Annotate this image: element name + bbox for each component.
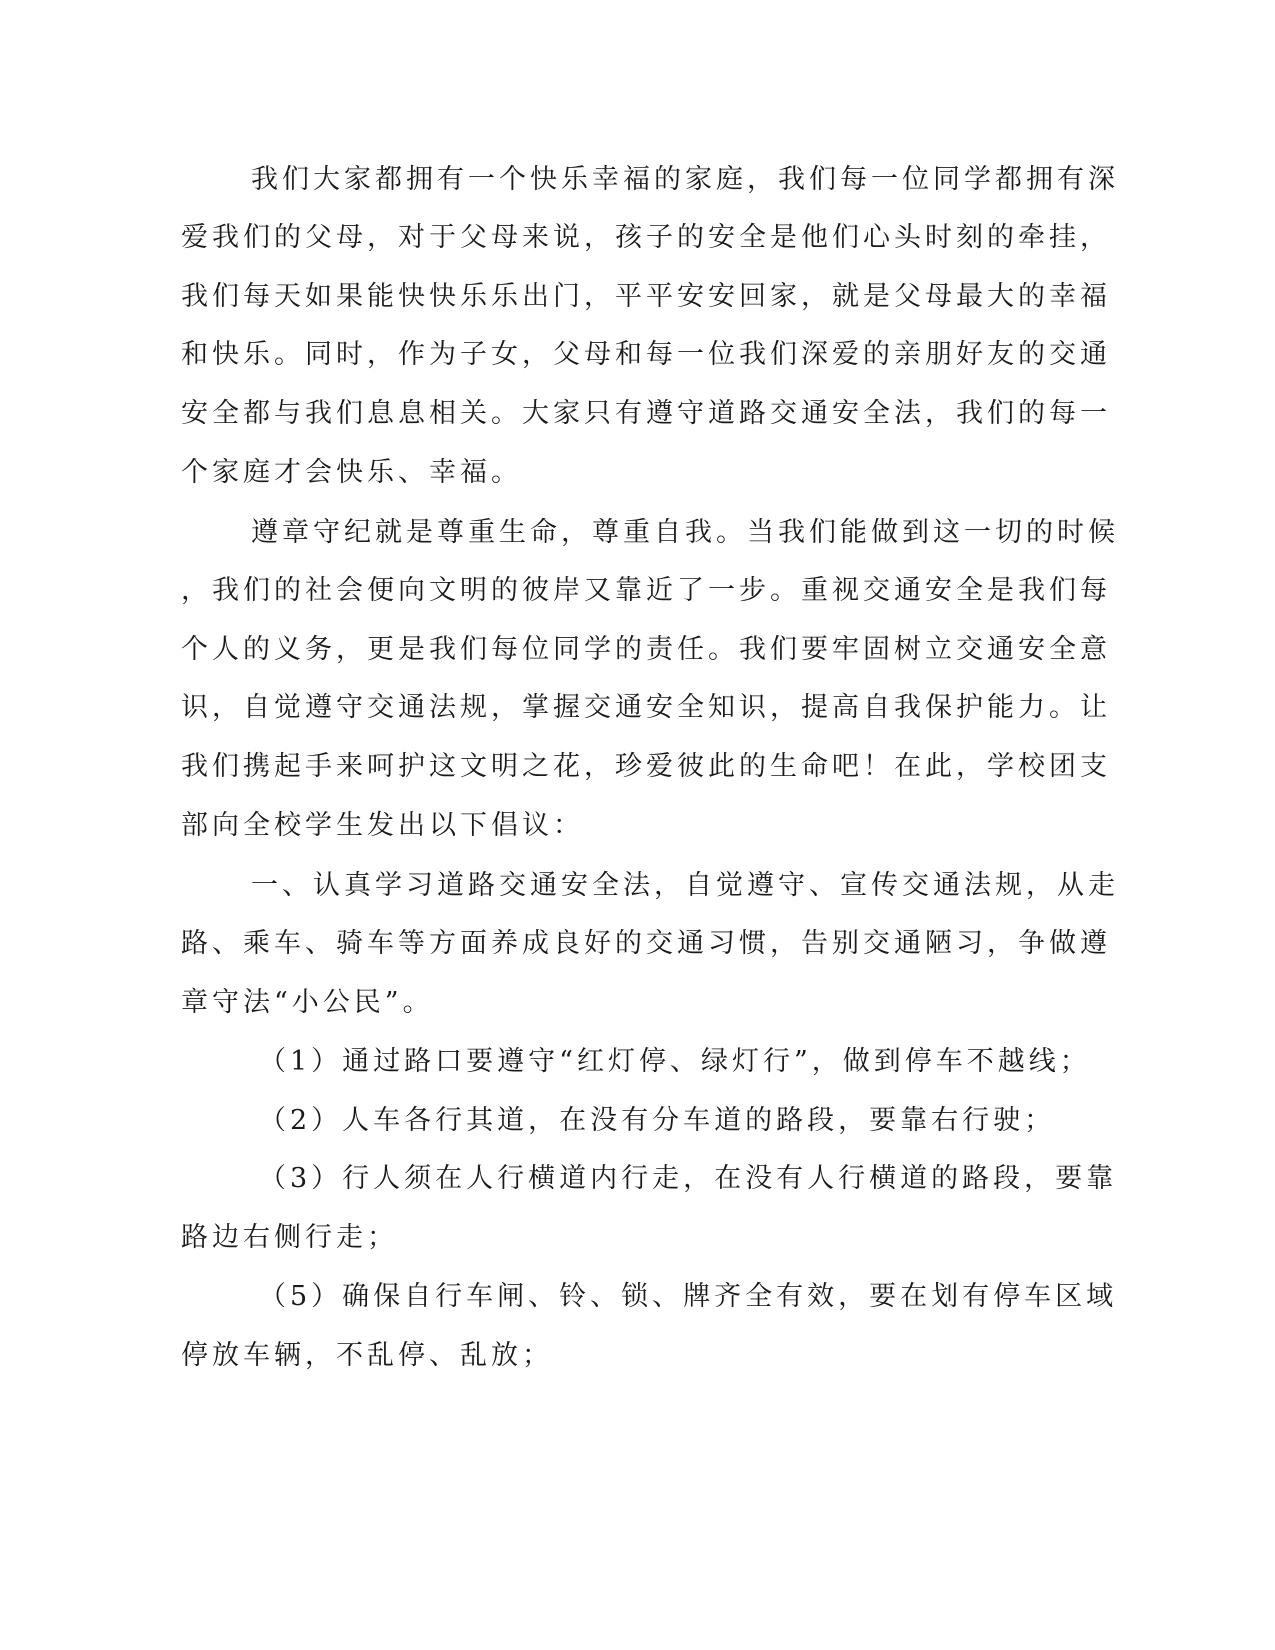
list-item-line: （2）人车各行其道，在没有分车道的路段，要靠右行驶； (259, 1105, 1056, 1136)
paragraph-line: 遵章守纪就是尊重生命，尊重自我。当我们能做到这一切的时候 (251, 517, 1119, 548)
list-item-line: （1）通过路口要遵守“红灯停、绿灯行”，做到停车不越线； (259, 1046, 1091, 1077)
paragraph-line: 我们大家都拥有一个快乐幸福的家庭，我们每一位同学都拥有深 (251, 164, 1119, 195)
paragraph-line: 我们携起手来呵护这文明之花，珍爱彼此的生命吧！在此，学校团支 (181, 751, 1111, 782)
paragraph-line: 部向全校学生发出以下倡议： (181, 810, 584, 841)
list-item-line: （3）行人须在人行横道内行走，在没有人行横道的路段，要靠 (259, 1163, 1118, 1194)
paragraph-line: 一、认真学习道路交通安全法，自觉遵守、宣传交通法规，从走 (251, 870, 1119, 901)
paragraph-line: 个家庭才会快乐、幸福。 (181, 457, 522, 488)
paragraph-line: 识，自觉遵守交通法规，掌握交通安全知识，提高自我保护能力。让 (181, 692, 1111, 723)
list-item-line: 停放车辆，不乱停、乱放； (181, 1340, 553, 1371)
list-item-line: 路边右侧行走； (181, 1222, 398, 1253)
list-item-line: （5）确保自行车闸、铃、锁、牌齐全有效，要在划有停车区域 (259, 1281, 1118, 1312)
paragraph-line: 和快乐。同时，作为子女，父母和每一位我们深爱的亲朋好友的交通 (181, 339, 1111, 370)
paragraph-line: 安全都与我们息息相关。大家只有遵守道路交通安全法，我们的每一 (181, 398, 1111, 429)
paragraph-line: 路、乘车、骑车等方面养成良好的交通习惯，告别交通陋习，争做遵 (181, 928, 1111, 959)
paragraph-line: 我们每天如果能快快乐乐出门，平平安安回家，就是父母最大的幸福 (181, 281, 1111, 312)
paragraph-line: ，我们的社会便向文明的彼岸又靠近了一步。重视交通安全是我们每 (181, 575, 1111, 606)
paragraph-line: 章守法“小公民”。 (181, 987, 434, 1018)
paragraph-line: 个人的义务，更是我们每位同学的责任。我们要牢固树立交通安全意 (181, 634, 1111, 665)
paragraph-line: 爱我们的父母，对于父母来说，孩子的安全是他们心头时刻的牵挂， (181, 222, 1111, 253)
